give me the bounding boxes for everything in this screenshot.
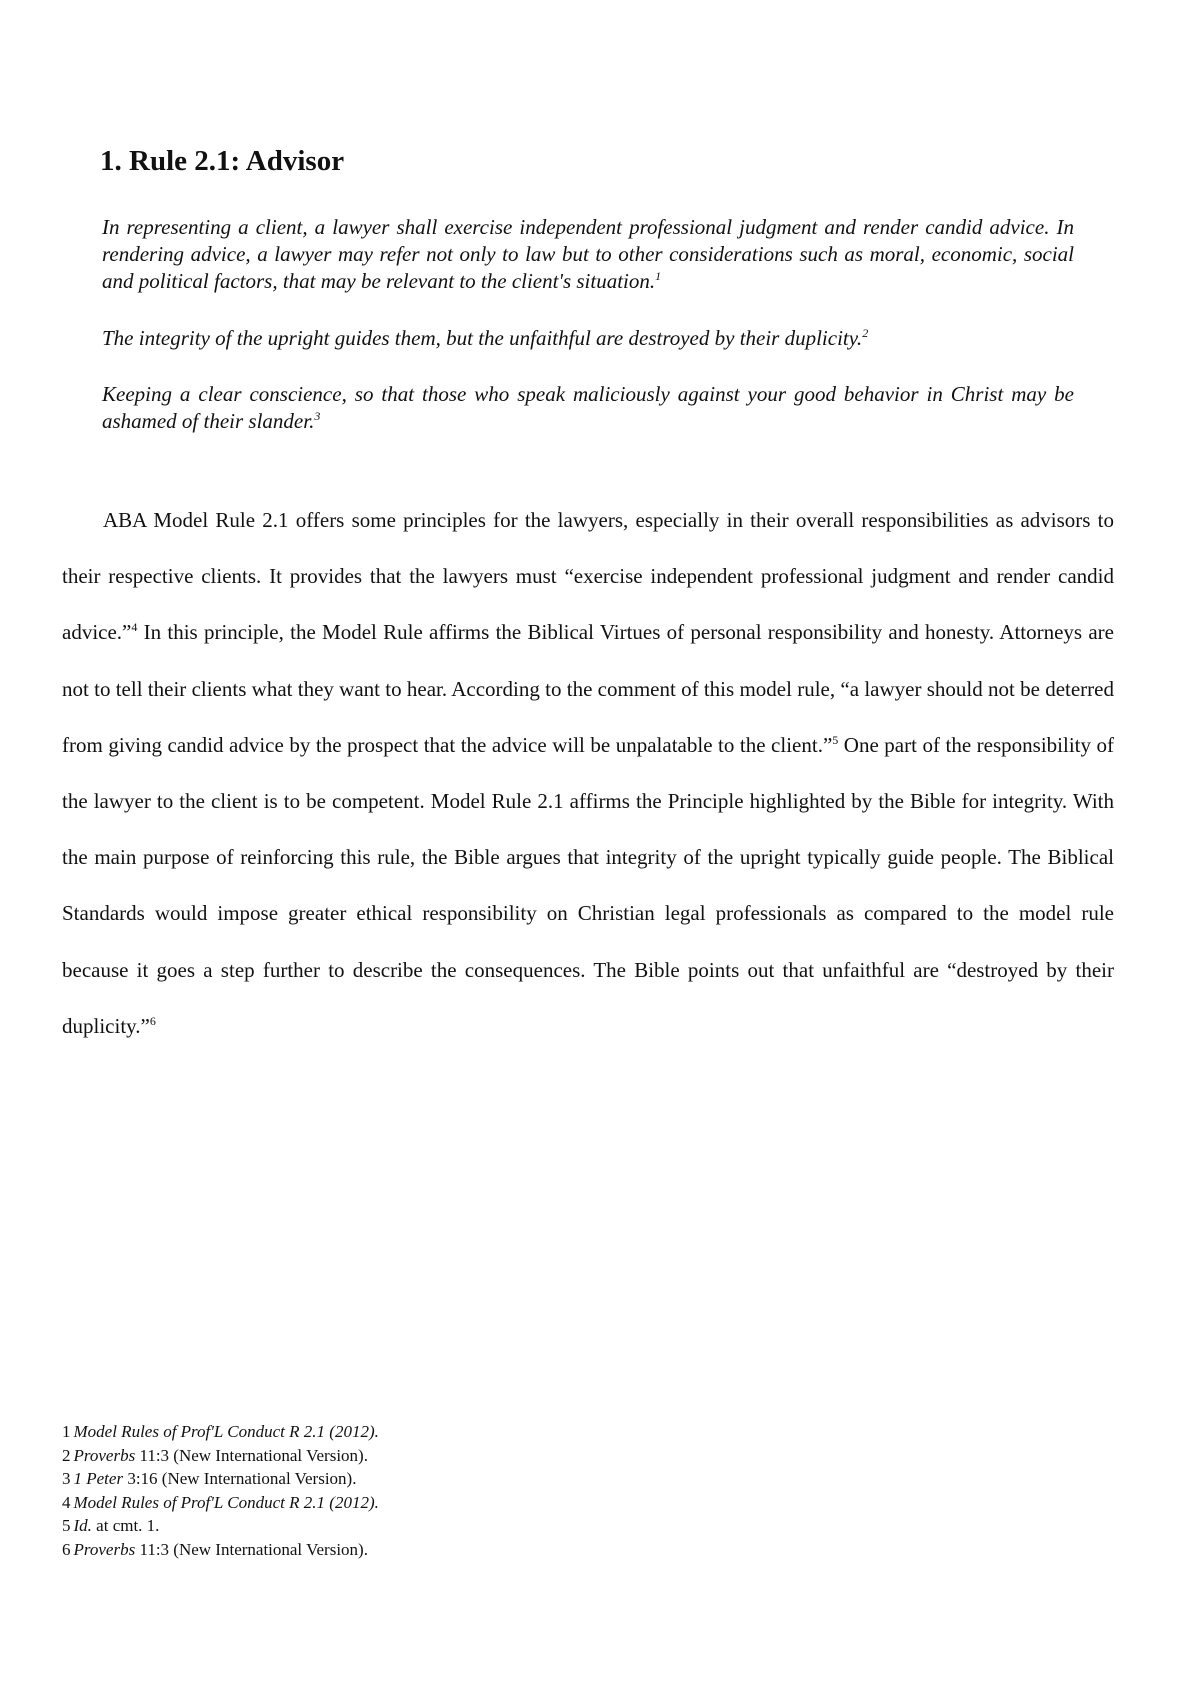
footnote-ref[interactable]: 3 [314,409,321,423]
body-text-part: ABA Model Rule 2.1 offers some principles for the lawyers, especially in their overall responsibilities as advisors to their respective clients. It provides that the lawyers must “exercise independent professional judgment and render candid advice.” [62,508,1114,645]
footnote-detail: 11:3 (New International Version). [135,1539,368,1559]
footnotes-list [62,1420,762,1561]
footnote-ref[interactable]: 1 [655,269,662,283]
footnote-ref[interactable]: 6 [149,1013,156,1028]
footnote-detail: 3:16 (New International Version). [123,1469,357,1488]
footnote-number: 1 [62,1422,71,1441]
footnote-detail: 11:3 (New International Version). [135,1445,368,1465]
footnote-ref[interactable]: 5 [832,732,839,747]
peter-quote [102,381,1074,435]
proverbs-quote [102,325,1074,352]
footnote-item [62,1444,762,1468]
footnote-number: 4 [62,1492,71,1512]
quote-text: Keeping a clear conscience, so that those who speak maliciously against your good behavior in Christ may be ashamed of their slander. [102,382,1074,433]
quote-text: The integrity of the upright guides them, but the unfaithful are destroyed by their duplicity. [102,326,863,350]
footnote-number: 6 [62,1539,71,1559]
footnote-item [62,1467,762,1491]
footnote-ref[interactable]: 4 [131,620,138,635]
footnote-source: Proverbs [73,1539,136,1559]
footnote-item [62,1514,762,1538]
footnote-item [62,1491,762,1515]
footnote-item [62,1420,762,1444]
footnote-number: 5 [62,1516,71,1535]
footnote-source: 1 Peter [73,1469,124,1488]
body-text-part: In this principle, the Model Rule affirms the Biblical Virtues of personal responsibility and honesty. Attorneys are not to tell their clients what they want to hear. According to the comment of this model rule, “a lawyer should not be deterred from giving candid advice by the prospect that the advice will be unpalatable to the client.” [62,620,1114,757]
footnote-number: 2 [62,1445,71,1465]
section-heading: 1. Rule 2.1: Advisor [100,145,345,177]
footnote-number: 3 [62,1469,71,1488]
footnote-ref[interactable]: 2 [862,326,869,340]
footnote-source: Model Rules of Prof'L Conduct R 2.1 (2012). [73,1422,379,1441]
quote-text: In representing a client, a lawyer shall exercise independent professional judgment and render candid advice. In rendering advice, a lawyer may refer not only to law but to other considerations such as moral, economic, social and political factors, that may be relevant to the client's situation. [102,215,1074,293]
rule-quote [102,214,1074,295]
footnote-source: Proverbs [73,1445,136,1465]
footnote-detail: at cmt. 1. [91,1516,160,1535]
footnote-item [62,1538,762,1562]
footnote-source: Model Rules of Prof'L Conduct R 2.1 (2012). [73,1492,379,1512]
footnote-source: Id. [73,1516,92,1535]
body-text-part: One part of the responsibility of the lawyer to the client is to be competent. Model Rule 2.1 affirms the Principle highlighted by the Bible for integrity. With the main purpose of reinforcing this rule, the Bible argues that integrity of the upright typically guide people. The Biblical Standards would impose greater ethical responsibility on Christian legal professionals as compared to the model rule because it goes a step further to describe the consequences. The Bible points out that unfaithful are “destroyed by their duplicity.” [62,732,1115,1038]
body-paragraph [62,492,1114,1054]
